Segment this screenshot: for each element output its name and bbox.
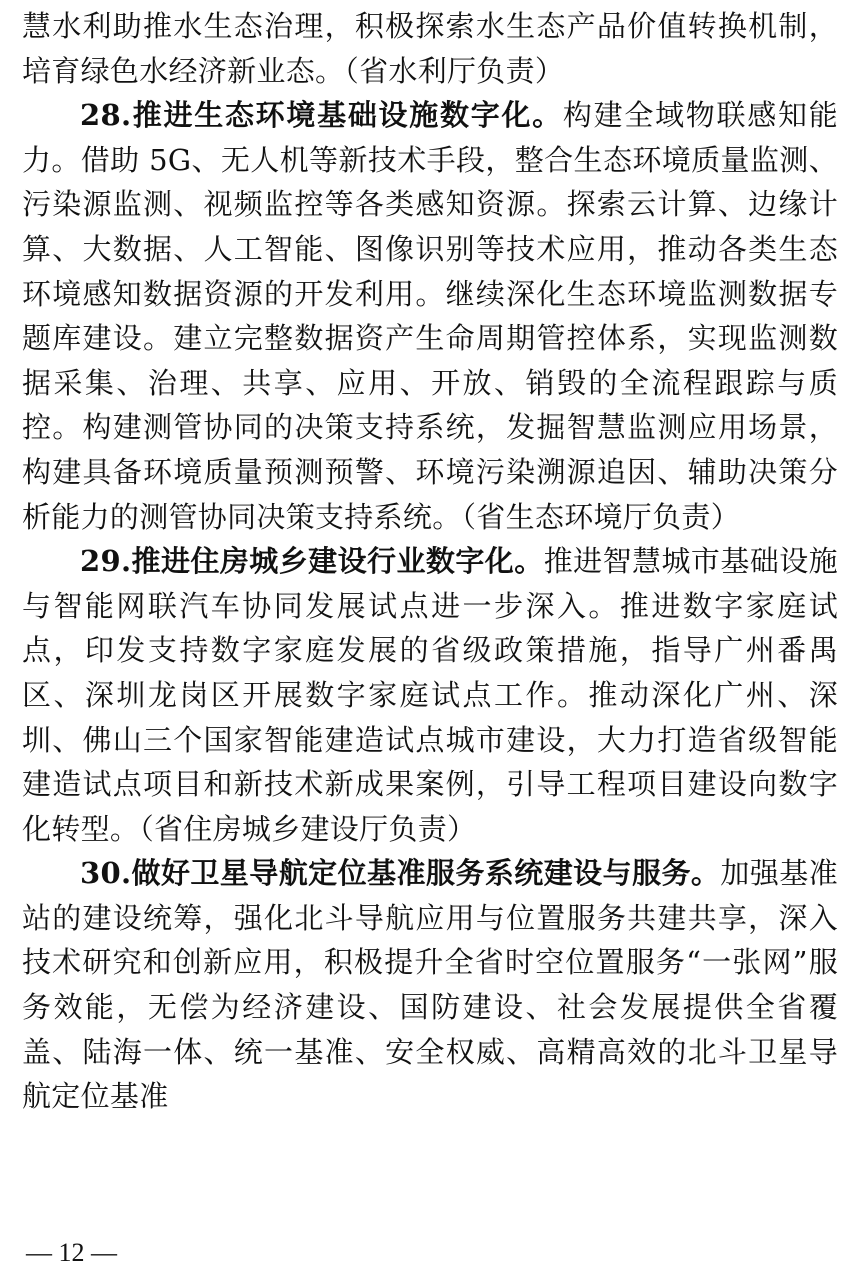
paragraph-heading: 30.做好卫星导航定位基准服务系统建设与服务。 <box>80 856 721 891</box>
page-number: — 12 — <box>26 1238 117 1267</box>
paragraph-body: 推进智慧城市基础设施与智能网联汽车协同发展试点进一步深入。推进数字家庭试点，印发支持数字家庭发展的省级政策措施，指导广州番禺区、深圳龙岗区开展数字家庭试点工作。推动深化广州、深圳、佛山三个国家智能建造试点城市建设，大力打造省级智能建造试点项目和新技术新成果案例，引导工程项目建设向数字化转型。（省住房城乡建设厅负责） <box>22 544 838 846</box>
paragraph-item-29 <box>22 539 838 851</box>
paragraph-item-30 <box>22 851 838 1119</box>
document-page <box>22 4 838 1119</box>
paragraph-body: 构建全域物联感知能力。借助 5G、无人机等新技术手段，整合生态环境质量监测、污染源监测、视频监控等各类感知资源。探索云计算、边缘计算、大数据、人工智能、图像识别等技术应用，推动各类生态环境感知数据资源的开发利用。继续深化生态环境监测数据专题库建设。建立完整数据资产生命周期管控体系，实现监测数据采集、治理、共享、应用、开放、销毁的全流程跟踪与质控。构建测管协同的决策支持系统，发掘智慧监测应用场景，构建具备环境质量预测预警、环境污染溯源追因、辅助决策分析能力的测管协同决策支持系统。（省生态环境厅负责） <box>22 98 838 534</box>
paragraph-body: 加强基准站的建设统筹，强化北斗导航应用与位置服务共建共享，深入技术研究和创新应用，积极提升全省时空位置服务“一张网”服务效能，无偿为经济建设、国防建设、社会发展提供全省覆盖、陆海一体、统一基准、安全权威、高精高效的北斗卫星导航定位基准 <box>22 856 839 1114</box>
paragraph-heading: 29.推进住房城乡建设行业数字化。 <box>80 544 544 579</box>
paragraph-heading: 28.推进生态环境基础设施数字化。 <box>80 98 563 133</box>
paragraph-item-28 <box>22 93 838 539</box>
paragraph-body: 慧水利助推水生态治理，积极探索水生态产品价值转换机制，培育绿色水经济新业态。（省水利厅负责） <box>22 9 838 88</box>
paragraph-continuation <box>22 4 838 93</box>
